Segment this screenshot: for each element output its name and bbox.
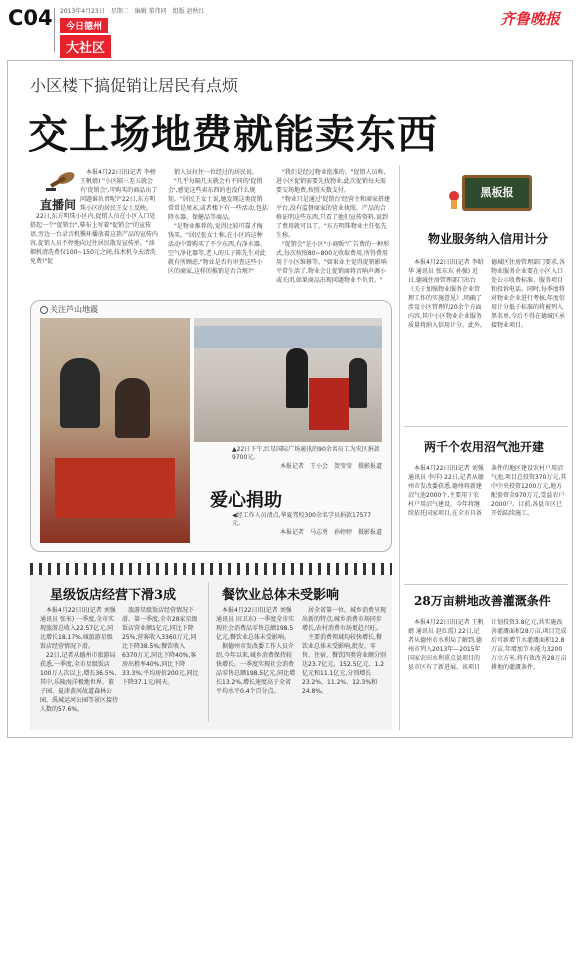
bottom-mid-col2 [302, 606, 386, 696]
bm-para4: 主要消费领域均较快增长,餐饮业总体未受影响,批发、零售、住宿、餐饮四类营业额分别达23.7亿元、152.5亿元、1.2亿元和11.1亿元,分别增长23.2%、11.2%、12.3%和24.8%。 [302, 634, 387, 695]
photo-caption-2 [232, 512, 382, 537]
bm-para2: 据德州市发改委工作人员介绍,今年以来,城乡消费保持较快增长。一季度实现社会消费品零售总额198.5亿元,同比增长13.2%,增长速度高于全省平均水平0.4个百分点。 [216, 643, 296, 695]
lead-para8: "促销会"是小区"小商贩"广告费的一种形式,每次按照80~800元收取费用,所得费用用于小区维修等。"如果业主觉得促销影响平常生活了,物业会让促销商将音响声调小或关闭,如果商品出现问题物业不负责。" [276, 241, 390, 284]
caption2-text: ◀经工作人员清点,华夏驾校300余名学员捐款17577元。 [232, 512, 372, 527]
photo-figure [115, 378, 150, 438]
lead-para1: 本报4月22日讯(记者 李榜 王帆婧) "小区隔三差五就会有'促销会',可购买的商品出了问题谁负责呢?"22日,东方明珠小区的居民王女士反映。 [80, 169, 158, 212]
photo-table [55, 458, 175, 518]
lead-kicker: 小区楼下搞促销让居民有点烦 [30, 76, 239, 95]
sidebar-story2-text [408, 464, 568, 518]
header-divider [54, 8, 55, 52]
photo-figure [349, 358, 367, 408]
chalkboard-badge [462, 175, 532, 211]
bl-para3: 旅游星级饭店经营情况下滑。第一季度,全市28家星级饭店营业额1亿元,同比下降25%,营客收入3360万元,同比下降38.5%;餐饮收入6370万元,同比下降40%,客房出租率40%,同比下降33.3%;平均房价200元,同比下降37.1元/间天。 [122, 607, 199, 686]
lead-title: 交上场地费就能卖东西 [28, 111, 438, 158]
sidebar-story3-text [408, 618, 568, 672]
bottom-mid-col1 [216, 606, 296, 696]
lead-col3 [276, 168, 391, 285]
photo-figure [60, 358, 100, 428]
credit1-text: 本报记者 王小会 贺莹莹 摄影报道 [279, 463, 382, 470]
masthead-logo: 齐鲁晚报 [500, 10, 561, 28]
bl-para2: 22日,记者从德州市旅游局获悉,一季度,全市星级饭店100万人次以上,增长36.5%,其中,乐陵海洋极地世界、董子园、夏津黄河故道森林公园、禹城运河公园等景区接待人数的57.6%。 [40, 652, 119, 713]
bm-para3: 居全省第一位。城乡消费呈现出新的特点,城乡消费市场同步增长,农村消费市场更趋兴旺。 [302, 607, 387, 632]
column-tag [40, 304, 98, 315]
lead-col1 [80, 168, 158, 213]
bl-para1: 本报4月22日讯(记者 刘强 通讯员 张米) 一季度,全市实现旅游总收入22.57亿元,同比增长18.17%,城旅游星级饭店经营情况下滑。 [40, 607, 116, 650]
bottom-left-title: 星级饭店经营下滑3成 [50, 588, 177, 603]
lead-col1b [30, 212, 158, 266]
lead-para4: "几乎每隔几天就会有不同的'促销会',感觉这些卖东西的也没什么规矩。"居民王女士说,她发现这类促销常常是周末,或者楼下有一些活动,包括降水器、保健品等商品。 [168, 178, 268, 221]
story2-para: 本报4月22日讯(记者 刘强 通讯员 李洋) 22日,记者从德州市发改委获悉,德州将新建沼气池2000个,主要用于农村户用沼气建设。今年将继续依托国家项目,在全市具备条件的地区建设农村户用沼气池,项目总投资370万元,其中中央投资1200万元,地方配套资金970万元,受益农户2000户。目前,各县市区已开始陆续施工。 [408, 465, 567, 517]
bm-para1: 本报4月22日讯(记者 刘强 通讯员 田卫东) 一季度全市实现社会消费品零售总额198.5亿元,餐饮业总体未受影响。 [216, 607, 295, 641]
zhibo-label: 直播间 [40, 198, 77, 212]
photo-donation-right [194, 318, 382, 442]
lead-para2: 22日,东方明珠小区内,促销人员在小区入口处搭起一个"促销台",摹布上写着"促销会"的宣传语,旁边一台录音机循环播放着这款产品的宣传内容,促销人员不停地向过往居民散发宣传单。"油烟机清洗费仅100~150元之间,技术机今天清洗免费!"促 [30, 213, 158, 265]
sidebar-story1-title: 物业服务纳入信用计分 [428, 232, 549, 246]
lead-para7: "物业只是通过'促销台'经营主和商家搭建平台,没有监督商家的营业执照、产品的合格证明这些东西,只看了他们宣传资料,说到了费用就可以了。"东方明珠物业主任张先生称。 [276, 196, 391, 239]
lead-col2 [168, 168, 268, 276]
sidebar-story1-text [408, 258, 568, 330]
section-label: 大社区 [60, 35, 111, 58]
lead-para3: 销人员拉住一位经过的居民说。 [174, 169, 259, 176]
badge-text: 黑板报 [480, 186, 514, 199]
credit2-text: 本报记者 马志勇 孙婷婷 摄影报道 [279, 529, 382, 536]
lead-para5: "是物业推荐的,觉得比较可靠才掏钱买。"居民张女士称,在小区的这种活动中曾购买了不少东西,有净水器、空气净化器等,老人的儿子陈先生对此就有所顾虑,"物业是否有审查这些小区的商家,这样的推销是否合规?" [168, 223, 266, 275]
sidebar-story3-title: 28万亩耕地改善灌溉条件 [414, 594, 551, 608]
page-code: C04 [8, 6, 53, 30]
story1-para: 本报4月22日讯(记者 李昭华 通讯员 张东东 孙强) 近日,德城住房管理部门出台《关于加强物业服务企业管理工作的实施意见》,明确了涉及小区管理的20余个方面内容,其中小区物业企业服务质量将纳入信用计分。此外,德城区住房管理部门要求,各物业服务企业要在小区入口处公示收费标准、服务项目和投诉电话。同时,每季度将对物业企业进行考核,年度信用计分低于标准的将被列入黑名单,今后不得在德城区承接物业项目。 [408, 259, 565, 329]
bottom-left-col2 [122, 606, 200, 687]
donation-box [309, 378, 349, 430]
today-label: 今日德州 [60, 18, 108, 33]
sidebar-divider [399, 165, 400, 730]
sidebar-rule-1 [404, 426, 568, 427]
pencil-icon [448, 190, 460, 210]
column-tag-text: 关注芦山地震 [50, 305, 98, 314]
tag-circle-icon [40, 306, 48, 314]
issue-line: 2013年4月23日 星期二 编辑 董伟同 组版 赵秋红 [60, 8, 205, 15]
story3-para: 本报4月22日讯(记者 王帆婧 通讯员 赵红霞) 22日,记者从德州市水利局了解到,德州市列入2013年—2015年国家农田水利重点县项目的县市区有了新进展。该项目计划投资3.8亿元,共实施改善灌溉面积28万亩,项目完成后可新增节水灌溉面积12.8万亩,年增加节水能力3200万立方米,将有效改善28万亩耕地的灌溉条件。 [408, 619, 567, 671]
sidebar-story2-title: 两千个农用沼气池开建 [424, 440, 545, 454]
photo-banner [194, 326, 382, 348]
photo-caption-1 [232, 446, 382, 471]
photo-donation-left [40, 318, 190, 543]
lead-para6: "我们是经过物业批准的。"促销人员称,进小区促销需要先找物业,此次促销每天需要交场地费,按照天数支付。 [276, 169, 386, 194]
bottom-left-col1 [40, 606, 118, 714]
sidebar-rule-2 [404, 584, 568, 585]
bottom-divider [208, 582, 209, 722]
caption1-text: ▲22日下午,红星国际广场通讯的90余名员工为灾区捐款9700元。 [232, 446, 380, 461]
bottom-mid-title: 餐饮业总体未受影响 [222, 588, 340, 603]
photo-feature-title: 爱心捐助 [210, 490, 282, 511]
photo-figure [286, 348, 308, 408]
